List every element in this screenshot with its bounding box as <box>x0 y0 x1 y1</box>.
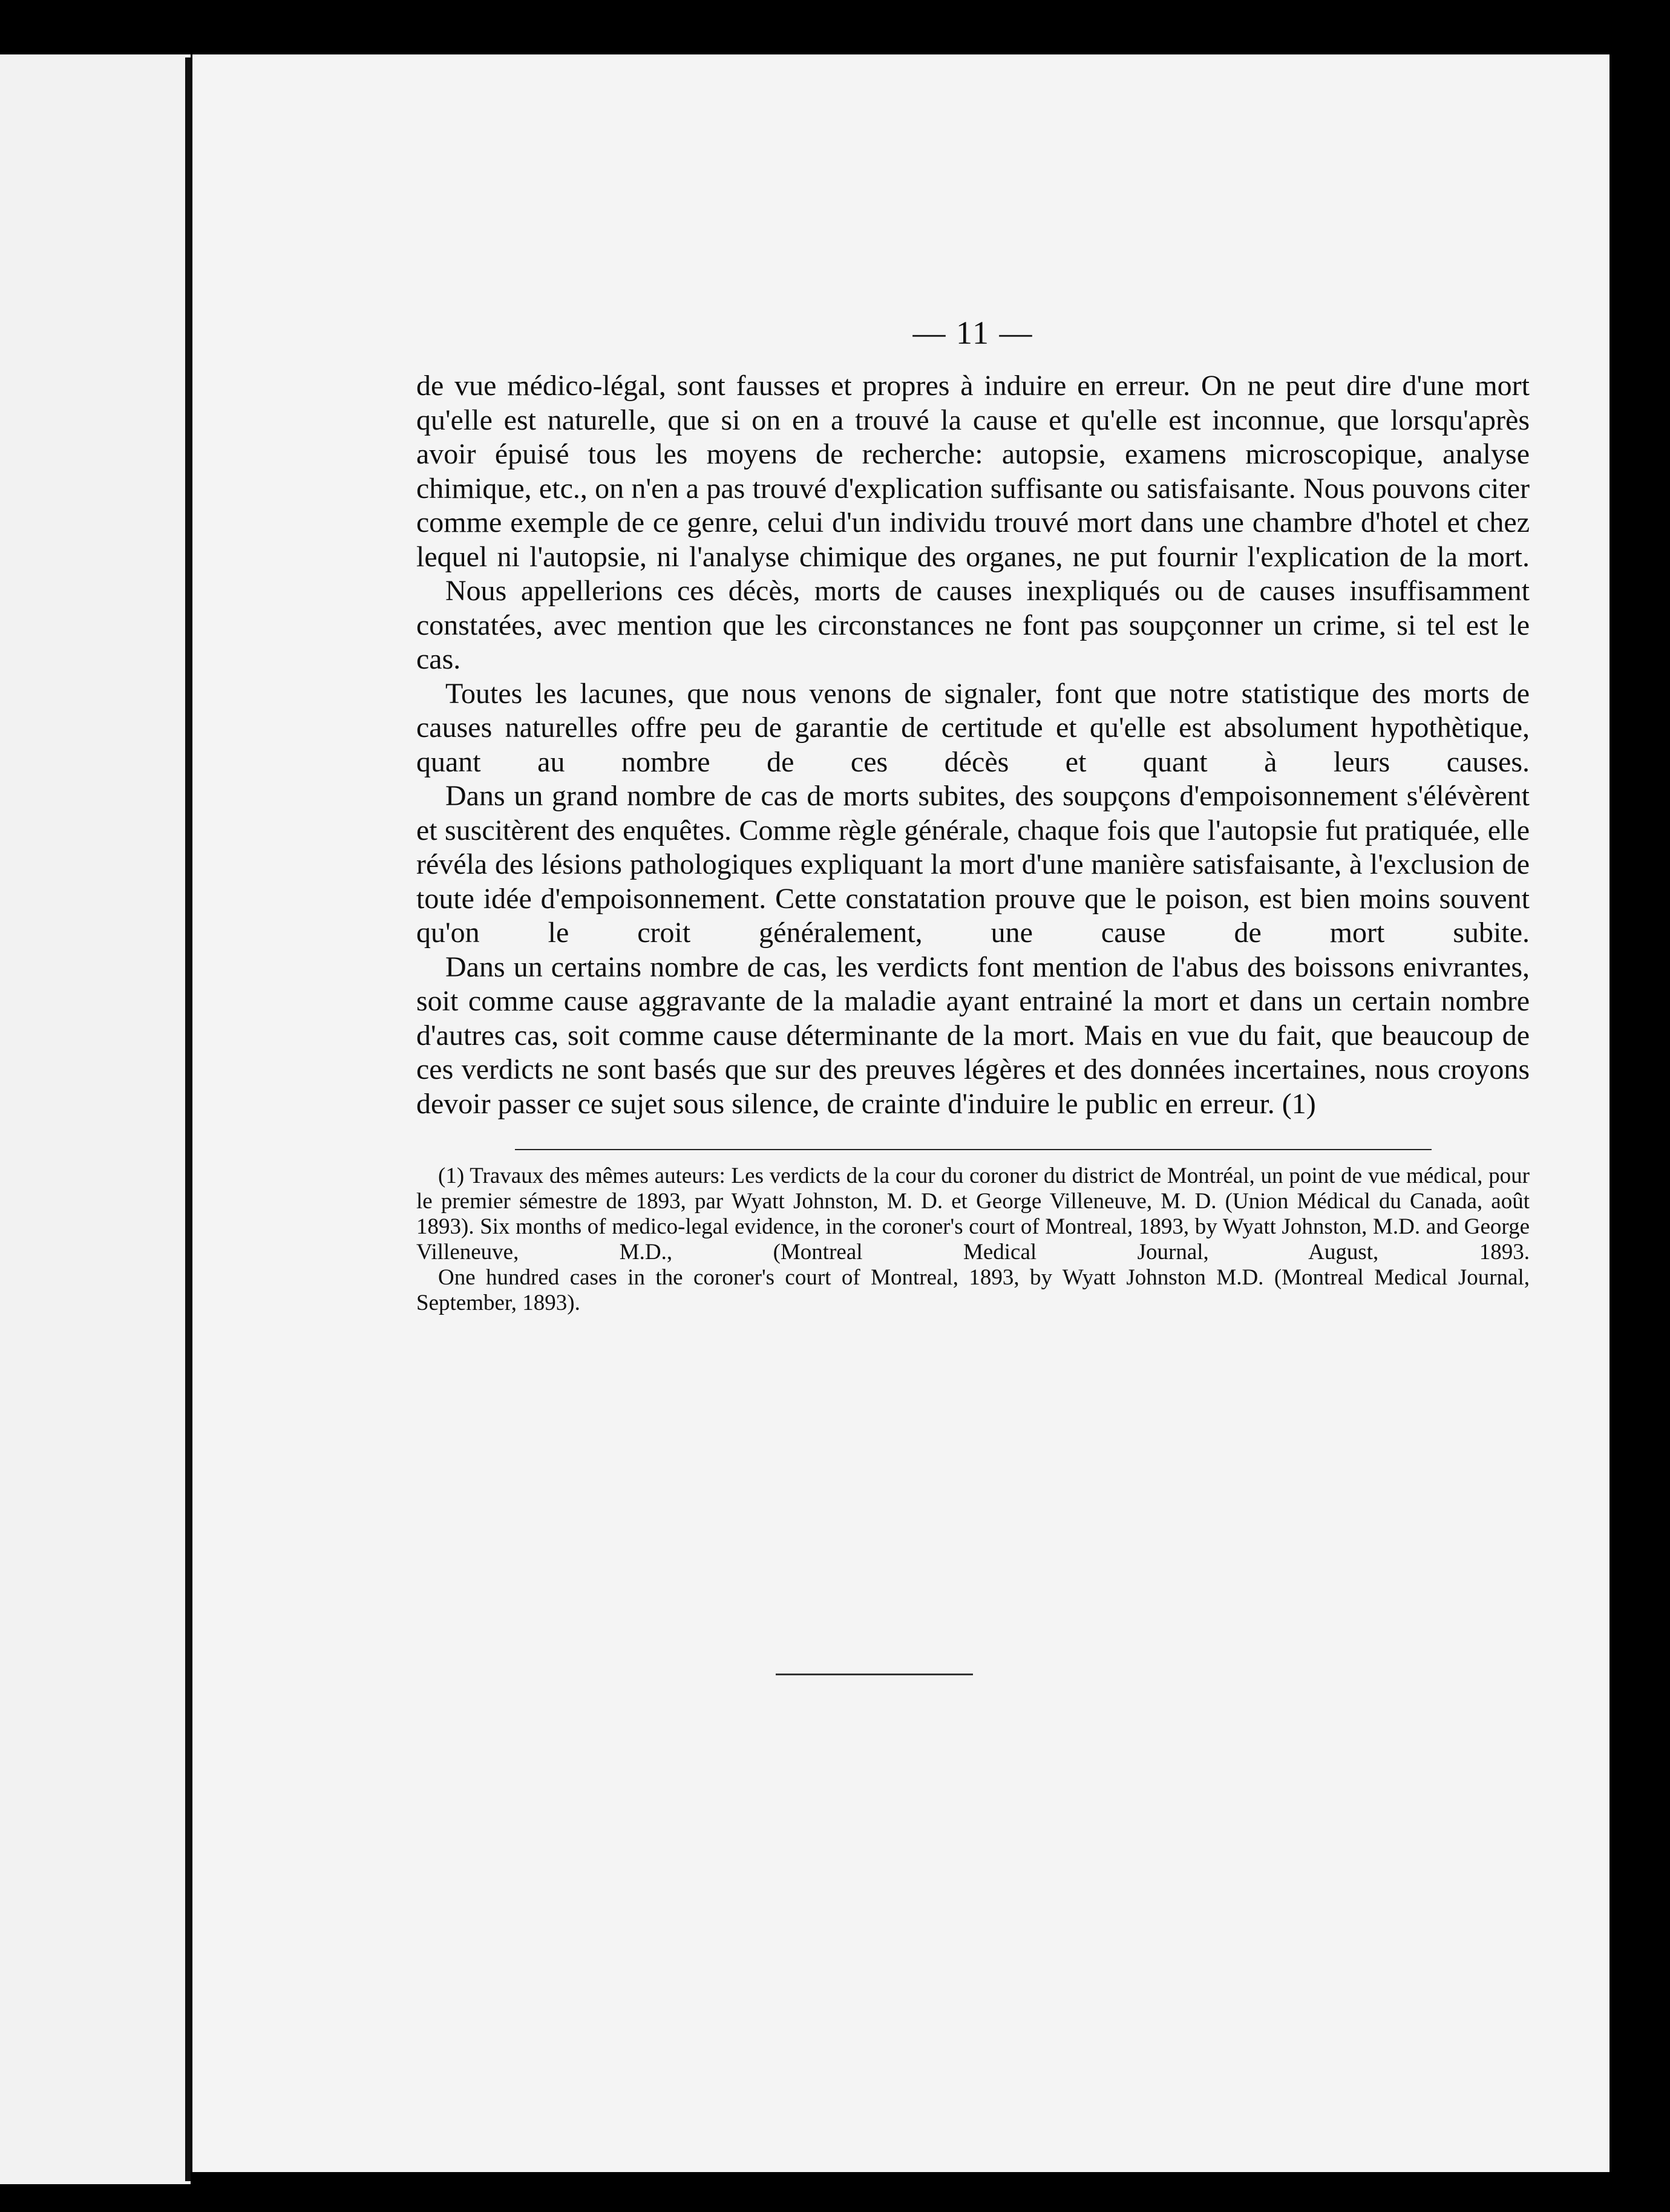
document-page <box>192 54 1609 2172</box>
end-rule <box>776 1674 973 1675</box>
footnote: (1) Travaux des mêmes auteurs: Les verdicts de la cour du coroner du district de Montréal, un point de vue médical, pour le premier sémestre de 1893, par Wyatt Johnston, M. D. et George Villeneuve, M. D. (Union Médical du Canada, août 1893). Six months of medico-legal evidence, in the coroner's court of Montreal, 1893, by Wyatt Johnston, M.D. and George Villeneuve, M.D., (Montreal Medical Journal, August, 1893. <box>416 1163 1530 1265</box>
footnote-separator <box>515 1149 1432 1150</box>
page-number: — 11 — <box>912 315 1033 351</box>
paragraph: Nous appellerions ces décès, morts de causes inexpliqués ou de causes insuffisamment constatées, avec mention que les circonstances ne font pas soupçonner un crime, si tel est le cas. <box>416 575 1530 675</box>
facing-page-edge <box>0 54 191 2184</box>
page-body <box>416 309 1530 1316</box>
paragraph: Toutes les lacunes, que nous venons de signaler, font que notre statistique des morts de causes naturelles offre peu de garantie de certitude et qu'elle est absolument hypothètique, quant au nombre de ces décès et quant à leurs causes. <box>416 677 1530 778</box>
binding-gutter <box>185 57 191 2181</box>
paragraph: de vue médico-légal, sont fausses et propres à induire en erreur. On ne peut dire d'une mort qu'elle est naturelle, que si on en a trouvé la cause et qu'elle est inconnue, que lorsqu'après avoir épuisé tous les moyens de recherche: autopsie, examens microscopique, analyse chimique, etc., on n'en a pas trouvé d'explication suffisante ou satisfaisante. Nous pouvons citer comme exemple de ce genre, celui d'un individu trouvé mort dans une chambre d'hotel et chez lequel ni l'autopsie, ni l'analyse chimique des organes, ne put fournir l'explication de la mort. <box>416 370 1530 573</box>
paragraph: Dans un grand nombre de cas de morts subites, des soupçons d'empoisonnement s'élévèrent et suscitèrent des enquêtes. Comme règle générale, chaque fois que l'autopsie fut pratiquée, elle révéla des lésions pathologiques expliquant la mort d'une manière satisfaisante, à l'exclusion de toute idée d'empoisonnement. Cette constatation prouve que le poison, est bien moins souvent qu'on le croit généralement, une cause de mort subite. <box>416 780 1530 949</box>
paragraph: Dans un certains nombre de cas, les verdicts font mention de l'abus des boissons enivrantes, soit comme cause aggravante de la maladie ayant entrainé la mort et dans un certain nombre d'autres cas, soit comme cause déterminante de la mort. Mais en vue du fait, que beaucoup de ces verdicts ne sont basés que sur des preuves légères et des données incertaines, nous croyons devoir passer ce sujet sous silence, de crainte d'induire le public en erreur. (1) <box>416 951 1530 1120</box>
footnote: One hundred cases in the coroner's court of Montreal, 1893, by Wyatt Johnston M.D. (Montreal Medical Journal, September, 1893). <box>416 1265 1530 1315</box>
